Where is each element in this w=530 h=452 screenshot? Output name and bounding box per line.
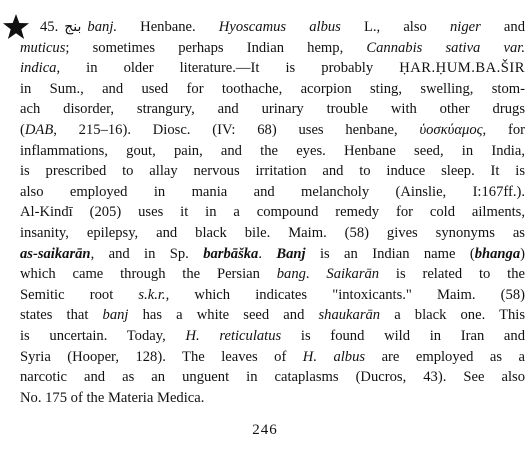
emphasis-text: shaukarān — [318, 307, 381, 324]
body-text: inflammations, gout, pain, and the eyes. Henbane seed, in India, — [20, 142, 525, 159]
body-text: is prescribed to allay nervous irritation and to induce sleep. It is — [20, 163, 525, 180]
emphasis-text: muticus — [20, 39, 66, 56]
text-line — [20, 326, 525, 347]
emphasis-text: bang — [276, 266, 306, 283]
text-line — [20, 305, 525, 326]
text-line — [20, 367, 525, 388]
body-text: ) — [520, 245, 525, 262]
text-line — [20, 182, 525, 203]
emphasis-text: niger — [449, 19, 481, 35]
body-text: , for — [482, 121, 525, 138]
body-text: a black one. This — [380, 307, 525, 324]
body-text: Syria (Hooper, 128). The leaves of — [20, 348, 303, 365]
text-line — [20, 141, 525, 162]
emphasis-text: ὑοσκύαμος — [419, 121, 483, 138]
entry-text — [20, 17, 525, 408]
text-line — [20, 202, 525, 223]
text-line — [20, 347, 525, 368]
emphasis-text: indica — [20, 60, 57, 77]
text-line — [20, 120, 525, 141]
text-line — [20, 223, 525, 244]
emphasis-text: Cannabis sativa var. — [366, 39, 525, 56]
body-text: in Sum., and used for toothache, acorpion sting, swelling, stom- — [20, 80, 525, 97]
body-text: L., also — [340, 19, 450, 35]
text-line — [20, 17, 525, 38]
text-line — [20, 285, 525, 306]
body-text: also employed in mania and melancholy (Ainslie, I:167ff.). — [20, 183, 525, 200]
text-line — [20, 79, 525, 100]
emphasis-text: banj. — [87, 19, 118, 35]
emphasis-text: Saikarān — [326, 266, 380, 283]
body-text: , and in Sp. — [90, 245, 204, 262]
emphasis-text: banj — [102, 307, 129, 324]
body-text: . — [305, 266, 327, 283]
emphasis-text: H. albus — [302, 348, 366, 365]
body-text: is found wild in Iran and — [281, 327, 525, 344]
text-line — [20, 99, 525, 120]
text-line — [20, 388, 525, 409]
body-text: Al-Kindī (205) uses it in a compound remedy for cold ailments, — [20, 204, 525, 221]
body-text: states that — [20, 307, 103, 324]
emphasis-text: Hyoscamus albus — [218, 19, 341, 35]
body-text: , 215–16). Diosc. (IV: 68) uses henbane, — [53, 121, 420, 138]
body-text: , in older literature.—It is probably — [56, 60, 400, 77]
text-line — [20, 264, 525, 285]
body-text: has a white seed and — [128, 307, 319, 324]
body-text: ( — [20, 121, 25, 138]
emphasis-text: as-saikarān — [20, 245, 91, 262]
arabic-headword: بنج — [64, 20, 82, 35]
page-number: 246 — [252, 422, 278, 438]
emphasis-text: ḤAR.ḤUM.BA.ŠIR — [399, 60, 525, 77]
body-text: is uncertain. Today, — [20, 327, 186, 344]
body-text: Semitic root — [20, 286, 139, 303]
body-text: which came through the Persian — [20, 266, 277, 283]
emphasis-text: s.k.r. — [138, 286, 166, 303]
body-text: Henbane. — [117, 19, 219, 35]
body-text: are employed as a — [365, 348, 525, 365]
emphasis-text: DAB — [24, 121, 54, 138]
body-text: narcotic and as an unguent in cataplasms (Ducros, 43). See also — [20, 369, 525, 386]
emphasis-text: barbāška — [203, 245, 259, 262]
emphasis-text: Banj — [276, 245, 306, 262]
entry-number: 45. — [40, 19, 59, 35]
text-line — [20, 38, 525, 59]
body-text: insanity, epilepsy, and black bile. Maim. (58) gives synonyms as — [20, 224, 525, 241]
text-line — [20, 161, 525, 182]
body-text: No. 175 of the Materia Medica. — [20, 389, 205, 406]
emphasis-text: H. reticulatus — [185, 327, 282, 344]
body-text: is an Indian name ( — [305, 245, 475, 262]
body-text: , which indicates "intoxicants." Maim. (58) — [165, 286, 525, 303]
body-text: . — [258, 245, 277, 262]
body-text: and — [480, 19, 525, 35]
body-text: ; sometimes perhaps Indian hemp, — [65, 39, 367, 56]
text-line — [20, 244, 525, 265]
body-text: ach disorder, strangury, and urinary trouble with other drugs — [20, 101, 525, 118]
body-text: is related to the — [379, 266, 525, 283]
emphasis-text: bhanga — [474, 245, 521, 262]
text-line — [20, 58, 525, 79]
